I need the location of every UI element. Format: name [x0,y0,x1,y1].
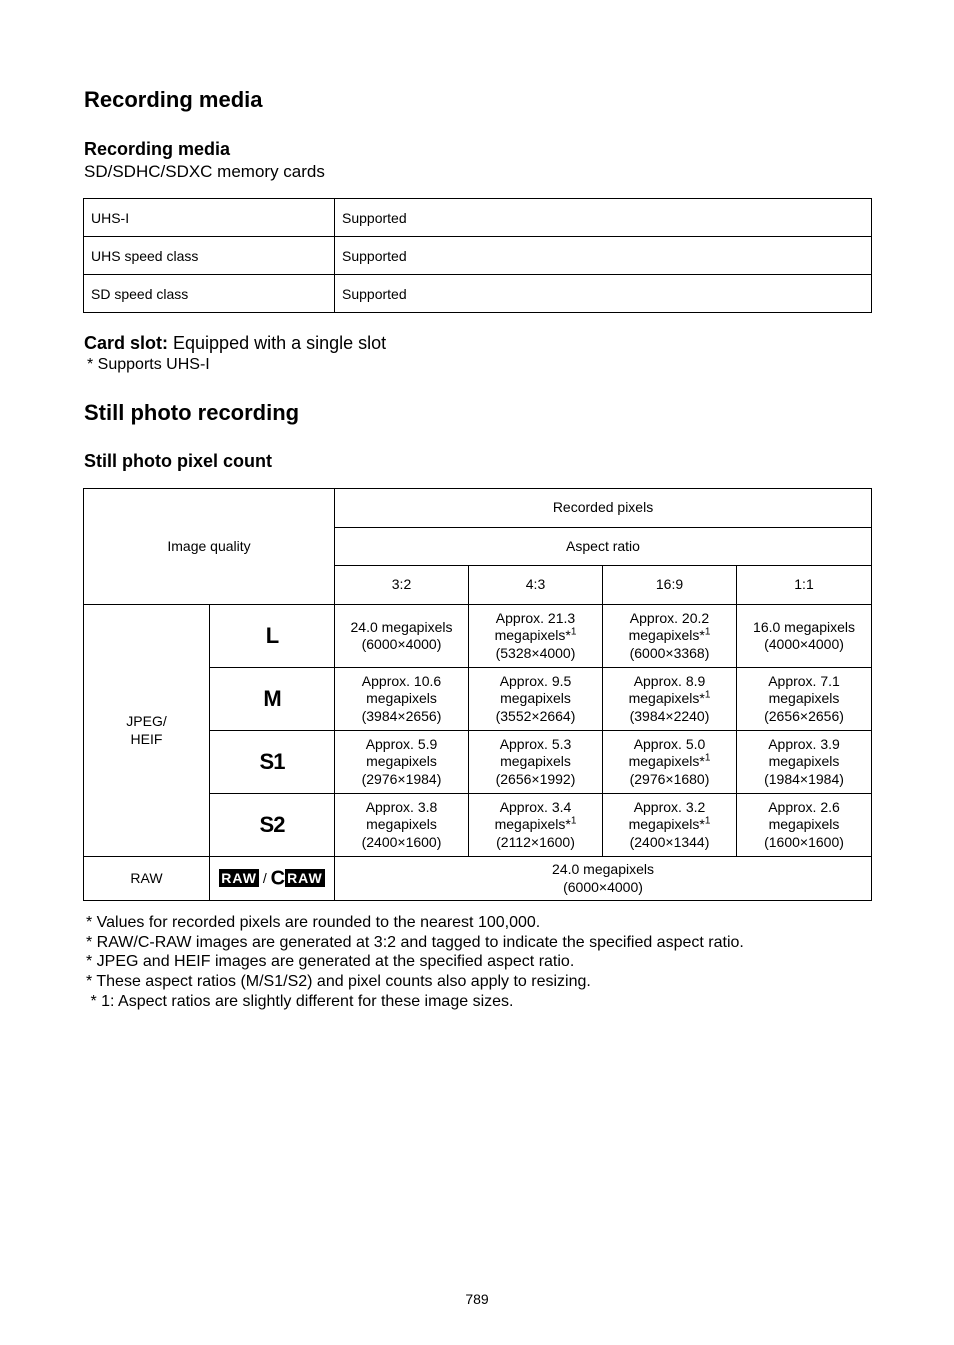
unit-text: megapixels [366,690,437,707]
row-value: Supported [335,275,872,313]
pixel-count-unit [339,690,464,708]
unit-text: megapixels [366,753,437,770]
unit-text: megapixels* [628,627,705,644]
pixel-count-unit [339,753,464,771]
pixel-dimensions: (3552×2664) [495,707,576,724]
pixel-count-cell [469,668,603,731]
pixel-count-cell [737,731,872,794]
pixel-dimensions: (5328×4000) [495,644,576,661]
pixel-count-approx: Approx. 7.1 [768,672,840,689]
pixel-count-unit [473,627,598,645]
craw-c-icon: C [270,867,286,890]
pixel-count-approx: 24.0 megapixels [350,618,453,635]
pixel-count-approx: Approx. 20.2 [629,609,710,626]
pixel-count-unit [339,816,464,834]
footnote-marker: 1 [570,815,577,827]
pixel-count-cell [603,605,737,668]
pixel-count-cell [335,731,469,794]
row-value: Supported [335,237,872,275]
row-label: SD speed class [84,275,335,313]
pixel-count-cell [335,794,469,857]
pixel-count-cell [737,668,872,731]
pixel-count-approx: Approx. 5.0 [633,735,706,752]
footnote: * RAW/C-RAW images are generated at 3:2 and tagged to indicate the specified aspect ratio. [86,933,744,951]
card-slot-value: Equipped with a single slot [168,333,387,353]
raw-value [335,857,872,901]
raw-separator: / [258,869,271,886]
pixel-count-cell [335,668,469,731]
pixel-dimensions: (2656×2656) [764,707,844,724]
ratio-header: 3:2 [335,566,469,605]
table-row [84,237,872,275]
pixel-dimensions: (2400×1344) [629,833,710,850]
pixel-count-unit [607,816,732,834]
page-number: 789 [465,1291,489,1307]
unit-text: megapixels* [628,816,705,833]
pixel-count-cell [737,605,872,668]
raw-value-line1: 24.0 megapixels [552,861,654,877]
raw-value-line2: (6000×4000) [563,878,643,895]
recording-media-table [83,198,872,313]
footnote-marker: 1 [704,626,711,638]
footnote-marker: 1 [704,752,711,764]
pixel-count-unit [607,753,732,771]
pixel-count-unit [473,690,598,708]
unit-text: megapixels [768,753,840,770]
raw-icons [210,857,335,901]
unit-text: megapixels [500,753,571,770]
footnotes [86,913,744,1012]
pixel-dimensions: (1600×1600) [764,833,844,850]
row-label: UHS-I [84,199,335,237]
pixel-count-approx: Approx. 3.8 [365,798,438,815]
pixel-count-table [83,488,872,901]
recorded-pixels-header: Recorded pixels [335,489,872,528]
pixel-count-unit [741,690,867,708]
pixel-count-unit [473,753,598,771]
pixel-count-cell [469,731,603,794]
pixel-count-cell [603,794,737,857]
pixel-count-approx: 16.0 megapixels [753,618,855,635]
jpeg-heif-label: JPEG/ HEIF [84,605,210,857]
unit-text: megapixels [768,690,840,707]
card-slot-line [84,333,386,354]
pixel-count-approx: Approx. 9.5 [499,672,572,689]
pixel-count-approx: Approx. 5.3 [499,735,572,752]
pixel-dimensions: (1984×1984) [764,770,844,787]
aspect-ratio-header: Aspect ratio [335,528,872,566]
pixel-dimensions: (2976×1984) [361,770,442,787]
quality-size-icon: L [210,605,335,668]
pixel-count-cell [603,668,737,731]
unit-text: megapixels* [494,627,571,644]
pixel-count-unit [473,816,598,834]
pixel-count-approx: Approx. 10.6 [361,672,442,689]
quality-size-icon: S1 [210,731,335,794]
unit-text: megapixels [500,690,571,707]
pixel-count-unit [741,753,867,771]
unit-text: megapixels [366,816,437,833]
ratio-header: 4:3 [469,566,603,605]
pixel-count-approx: Approx. 8.9 [633,672,706,689]
footnote-marker: 1 [570,626,577,638]
footnote: * 1: Aspect ratios are slightly different for these image sizes. [86,992,514,1010]
pixel-count-approx: Approx. 21.3 [495,609,576,626]
pixel-dimensions: (6000×4000) [361,636,442,652]
pixel-dimensions: (2112×1600) [496,833,575,850]
table-row [84,489,872,528]
pixel-count-approx: Approx. 2.6 [768,798,840,815]
table-row [84,605,872,668]
quality-size-icon: S2 [210,794,335,857]
pixel-count-cell [469,605,603,668]
row-label: UHS speed class [84,237,335,275]
pixel-dimensions: (4000×4000) [764,636,844,652]
pixel-count-unit [607,690,732,708]
unit-text: megapixels [768,816,840,833]
pixel-dimensions: (3984×2656) [361,707,442,724]
unit-text: megapixels* [628,690,705,707]
unit-text: megapixels* [628,753,705,770]
pixel-dimensions: (6000×3368) [629,644,710,661]
subheading-recording-media: Recording media [84,139,231,159]
pixel-count-cell [603,731,737,794]
subheading-pixel-count: Still photo pixel count [84,451,272,471]
pixel-dimensions: (2400×1600) [361,833,442,850]
section-heading-still-photo: Still photo recording [84,400,300,425]
footnote-marker: 1 [704,815,711,827]
row-value: Supported [335,199,872,237]
pixel-count-approx: Approx. 3.4 [499,798,572,815]
craw-quality-icon: RAW [287,869,323,886]
image-quality-header: Image quality [84,489,335,605]
table-row [84,857,872,901]
pixel-count-unit [607,627,732,645]
quality-size-icon: M [210,668,335,731]
pixel-dimensions: (2656×1992) [495,770,576,787]
section-heading-recording-media: Recording media [84,87,263,112]
raw-quality-icon: RAW [221,869,257,886]
card-slot-label: Card slot: [84,333,169,353]
footnote: * Values for recorded pixels are rounded to the nearest 100,000. [86,914,541,931]
table-row [84,199,872,237]
footnote: * JPEG and HEIF images are generated at the specified aspect ratio. [86,953,575,971]
ratio-header: 16:9 [603,566,737,605]
pixel-count-approx: Approx. 3.2 [633,798,706,815]
pixel-dimensions: (3984×2240) [629,707,710,724]
pixel-count-approx: Approx. 5.9 [365,735,438,752]
card-slot-note: * Supports UHS-I [87,356,210,373]
unit-text: megapixels* [494,816,571,833]
pixel-count-approx: Approx. 3.9 [768,735,840,752]
memory-cards-text: SD/SDHC/SDXC memory cards [84,162,325,181]
pixel-count-cell [335,605,469,668]
ratio-header: 1:1 [737,566,872,605]
pixel-dimensions: (2976×1680) [629,770,710,787]
pixel-count-cell [737,794,872,857]
pixel-count-unit [741,816,867,834]
footnote-marker: 1 [704,689,711,701]
footnote: * These aspect ratios (M/S1/S2) and pixel counts also apply to resizing. [86,973,591,991]
raw-label: RAW [84,857,210,901]
table-row [84,275,872,313]
pixel-count-cell [469,794,603,857]
